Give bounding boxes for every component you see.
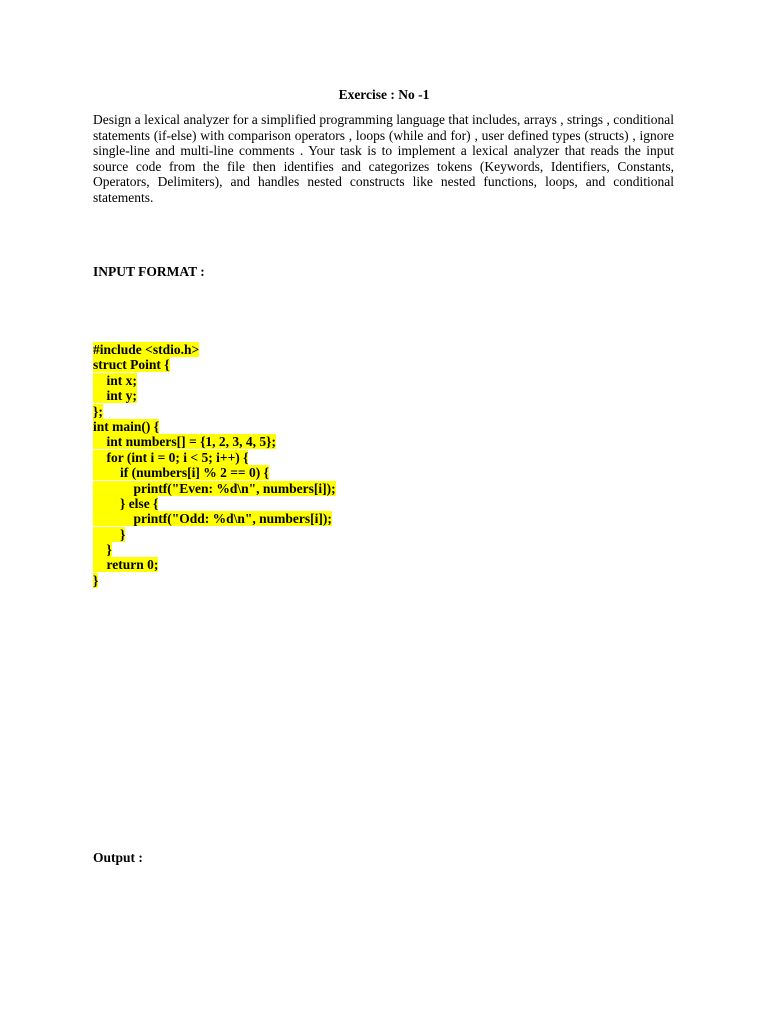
code-line: int x;: [93, 372, 137, 388]
code-line: for (int i = 0; i < 5; i++) {: [93, 449, 249, 465]
code-line: printf("Even: %d\n", numbers[i]);: [93, 480, 336, 496]
code-line: if (numbers[i] % 2 == 0) {: [93, 465, 269, 481]
code-line: }: [93, 572, 99, 588]
code-line: } else {: [93, 495, 159, 511]
code-line: };: [93, 403, 103, 419]
code-line: }: [93, 526, 126, 542]
code-line: int numbers[] = {1, 2, 3, 4, 5};: [93, 434, 276, 450]
code-line: #include <stdio.h>: [93, 342, 200, 357]
code-line: }: [93, 542, 112, 558]
input-format-heading: INPUT FORMAT :: [93, 264, 205, 279]
output-heading: Output :: [93, 850, 143, 865]
code-line: int main() {: [93, 418, 160, 434]
exercise-description: Design a lexical analyzer for a simplified programming language that includes, arrays , strings , conditional statements (if-else) with comparison operators , loops (while and for) , user defined types (structs) , ignore single-line and multi-line comments . Your task is to implement a lexical analyzer that reads the input source code from the file then identifies and categorizes tokens (Keywords, Identifiers, Constants, Operators, Delimiters), and handles nested constructs like nested functions, loops, and conditional statements.: [93, 112, 674, 205]
exercise-title: Exercise : No -1: [338, 87, 430, 102]
code-line: struct Point {: [93, 357, 170, 373]
code-line: printf("Odd: %d\n", numbers[i]);: [93, 511, 332, 527]
code-sample: [93, 342, 336, 588]
code-line: int y;: [93, 388, 137, 404]
code-line: return 0;: [93, 557, 159, 573]
